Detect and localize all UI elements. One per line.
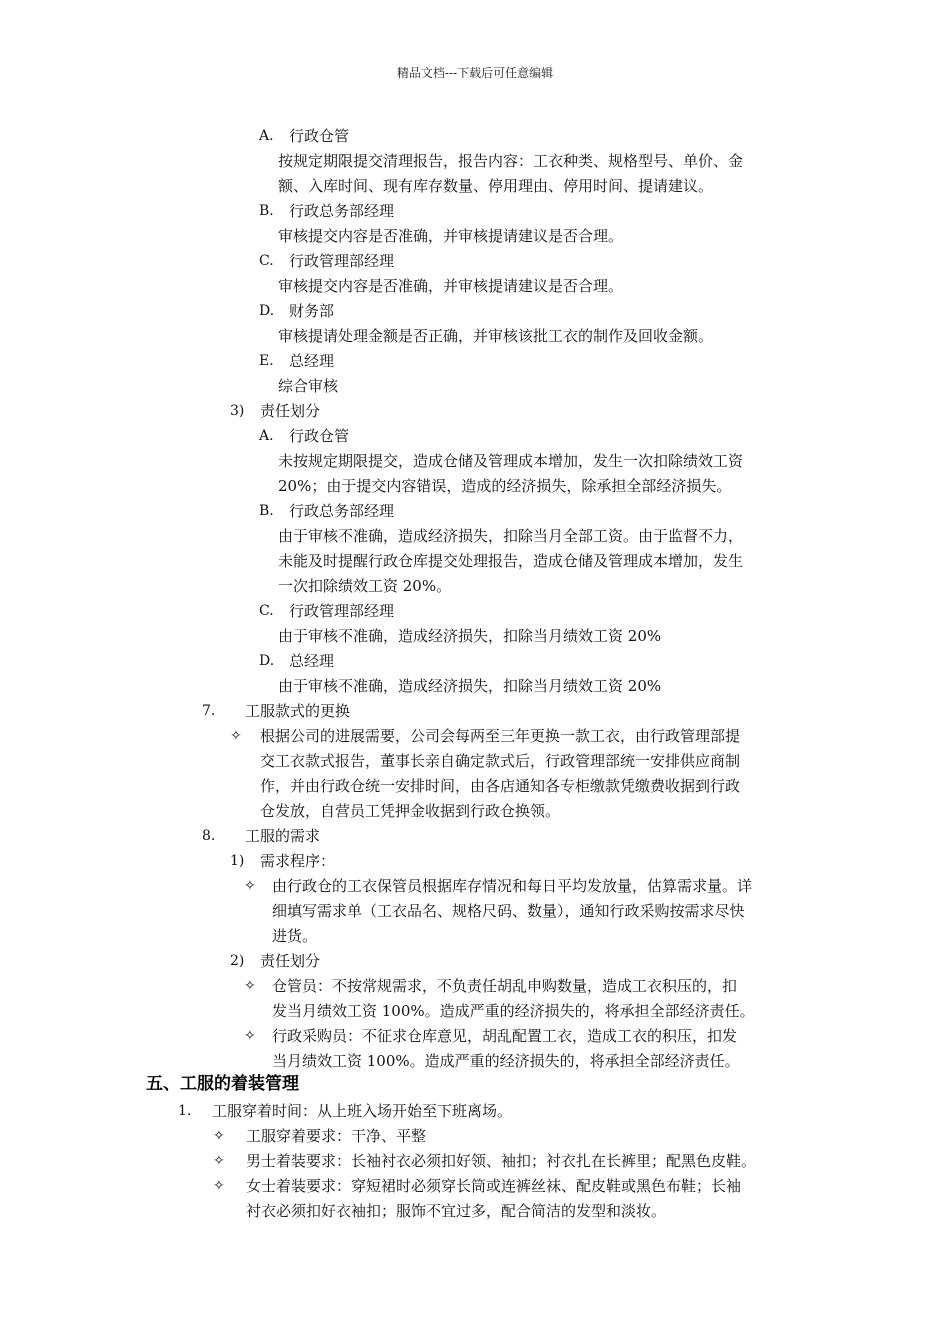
list-item-heading: 需求程序：: [260, 852, 336, 870]
list-marker: 1): [230, 853, 245, 869]
paragraph-line: 工服穿着要求：干净、平整: [246, 1127, 427, 1145]
list-marker: B.: [259, 503, 274, 519]
list-marker: D.: [259, 303, 275, 319]
list-marker: A.: [259, 428, 274, 444]
paragraph-line: 一次扣除绩效工资 20%。: [278, 577, 452, 595]
paragraph-line: 仓发放，自营员工凭押金收据到行政仓换领。: [260, 802, 561, 820]
list-item-heading: 工服款式的更换: [245, 702, 351, 720]
paragraph-line: 审核提交内容是否准确，并审核提请建议是否合理。: [278, 227, 624, 245]
paragraph-line: 由于审核不准确，造成经济损失，扣除当月绩效工资 20%: [278, 677, 662, 695]
list-item-heading: 行政仓管: [289, 127, 350, 145]
list-item-heading: 责任划分: [260, 402, 321, 420]
list-item-heading: 财务部: [289, 302, 335, 320]
list-marker: 2): [230, 953, 245, 969]
bullet-icon: ✧: [213, 1128, 225, 1144]
paragraph-line: 按规定期限提交清理报告，报告内容：工衣种类、规格型号、单价、金: [278, 152, 744, 170]
paragraph-line: 额、入库时间、现有库存数量、停用理由、停用时间、提请建议。: [278, 177, 714, 195]
bullet-icon: ✧: [230, 728, 242, 744]
bullet-icon: ✧: [244, 878, 256, 894]
paragraph-line: 男士着装要求：长袖衬衣必须扣好领、袖扣；衬衣扎在长裤里；配黑色皮鞋。: [246, 1152, 757, 1170]
paragraph-line: 发当月绩效工资 100%。造成严重的经济损失的，将承担全部经济责任。: [272, 1002, 755, 1020]
list-marker: B.: [259, 203, 274, 219]
list-item-heading: 总经理: [289, 352, 335, 370]
paragraph-line: 未能及时提醒行政仓库提交处理报告，造成仓储及管理成本增加，发生: [278, 552, 744, 570]
bullet-icon: ✧: [244, 1028, 256, 1044]
list-item-heading: 行政总务部经理: [289, 202, 395, 220]
paragraph-line: 行政采购员：不征求仓库意见，胡乱配置工衣，造成工衣的积压，扣发: [272, 1027, 738, 1045]
list-marker: A.: [259, 128, 274, 144]
paragraph-line: 根据公司的进展需要，公司会每两至三年更换一款工衣，由行政管理部提: [260, 727, 741, 745]
list-marker: C.: [259, 603, 274, 619]
list-marker: D.: [259, 653, 275, 669]
list-marker: 7.: [202, 703, 216, 719]
paragraph-line: 交工衣款式报告，董事长亲自确定款式后，行政管理部统一安排供应商制: [260, 752, 741, 770]
page-header: 精品文档---下载后可任意编辑: [396, 66, 554, 80]
bullet-icon: ✧: [213, 1153, 225, 1169]
paragraph-line: 仓管员：不按常规需求，不负责任胡乱申购数量，造成工衣积压的，扣: [272, 977, 738, 995]
paragraph-line: 综合审核: [278, 377, 339, 395]
list-item-heading: 总经理: [289, 652, 335, 670]
paragraph-line: 当月绩效工资 100%。造成严重的经济损失的，将承担全部经济责任。: [272, 1052, 740, 1070]
list-marker: 8.: [202, 828, 216, 844]
list-item-heading: 行政总务部经理: [289, 502, 395, 520]
list-marker: 3): [230, 403, 245, 419]
list-item-heading: 工服的需求: [245, 827, 321, 845]
section-heading: 五、工服的着装管理: [146, 1074, 299, 1094]
list-item-heading: 行政管理部经理: [289, 602, 395, 620]
list-item-heading: 行政管理部经理: [289, 252, 395, 270]
paragraph-line: 审核提交内容是否准确，并审核提请建议是否合理。: [278, 277, 624, 295]
list-marker: C.: [259, 253, 274, 269]
paragraph-line: 由行政仓的工衣保管员根据库存情况和每日平均发放量，估算需求量。详: [272, 877, 753, 895]
paragraph-line: 作，并由行政仓统一安排时间，由各店通知各专柜缴款凭缴费收据到行政: [260, 777, 741, 795]
paragraph-line: 20%；由于提交内容错误，造成的经济损失，除承担全部经济损失。: [278, 477, 732, 495]
paragraph-line: 女士着装要求：穿短裙时必须穿长筒或连裤丝袜、配皮鞋或黑色布鞋；长袖: [246, 1177, 742, 1195]
list-marker: E.: [259, 353, 274, 369]
paragraph-line: 由于审核不准确，造成经济损失，扣除当月绩效工资 20%: [278, 627, 662, 645]
bullet-icon: ✧: [244, 978, 256, 994]
list-item-heading: 工服穿着时间：从上班入场开始至下班离场。: [212, 1102, 513, 1120]
list-marker: 1.: [178, 1103, 192, 1119]
paragraph-line: 未按规定期限提交，造成仓储及管理成本增加，发生一次扣除绩效工资: [278, 452, 744, 470]
paragraph-line: 由于审核不准确，造成经济损失，扣除当月全部工资。由于监督不力，: [278, 527, 744, 545]
list-item-heading: 行政仓管: [289, 427, 350, 445]
paragraph-line: 细填写需求单（工衣品名、规格尺码、数量），通知行政采购按需求尽快: [272, 902, 745, 920]
paragraph-line: 衬衣必须扣好衣袖扣；服饰不宜过多，配合简洁的发型和淡妆。: [246, 1202, 667, 1220]
paragraph-line: 进货。: [272, 927, 318, 945]
paragraph-line: 审核提请处理金额是否正确，并审核该批工衣的制作及回收金额。: [278, 327, 714, 345]
bullet-icon: ✧: [213, 1178, 225, 1194]
list-item-heading: 责任划分: [260, 952, 321, 970]
